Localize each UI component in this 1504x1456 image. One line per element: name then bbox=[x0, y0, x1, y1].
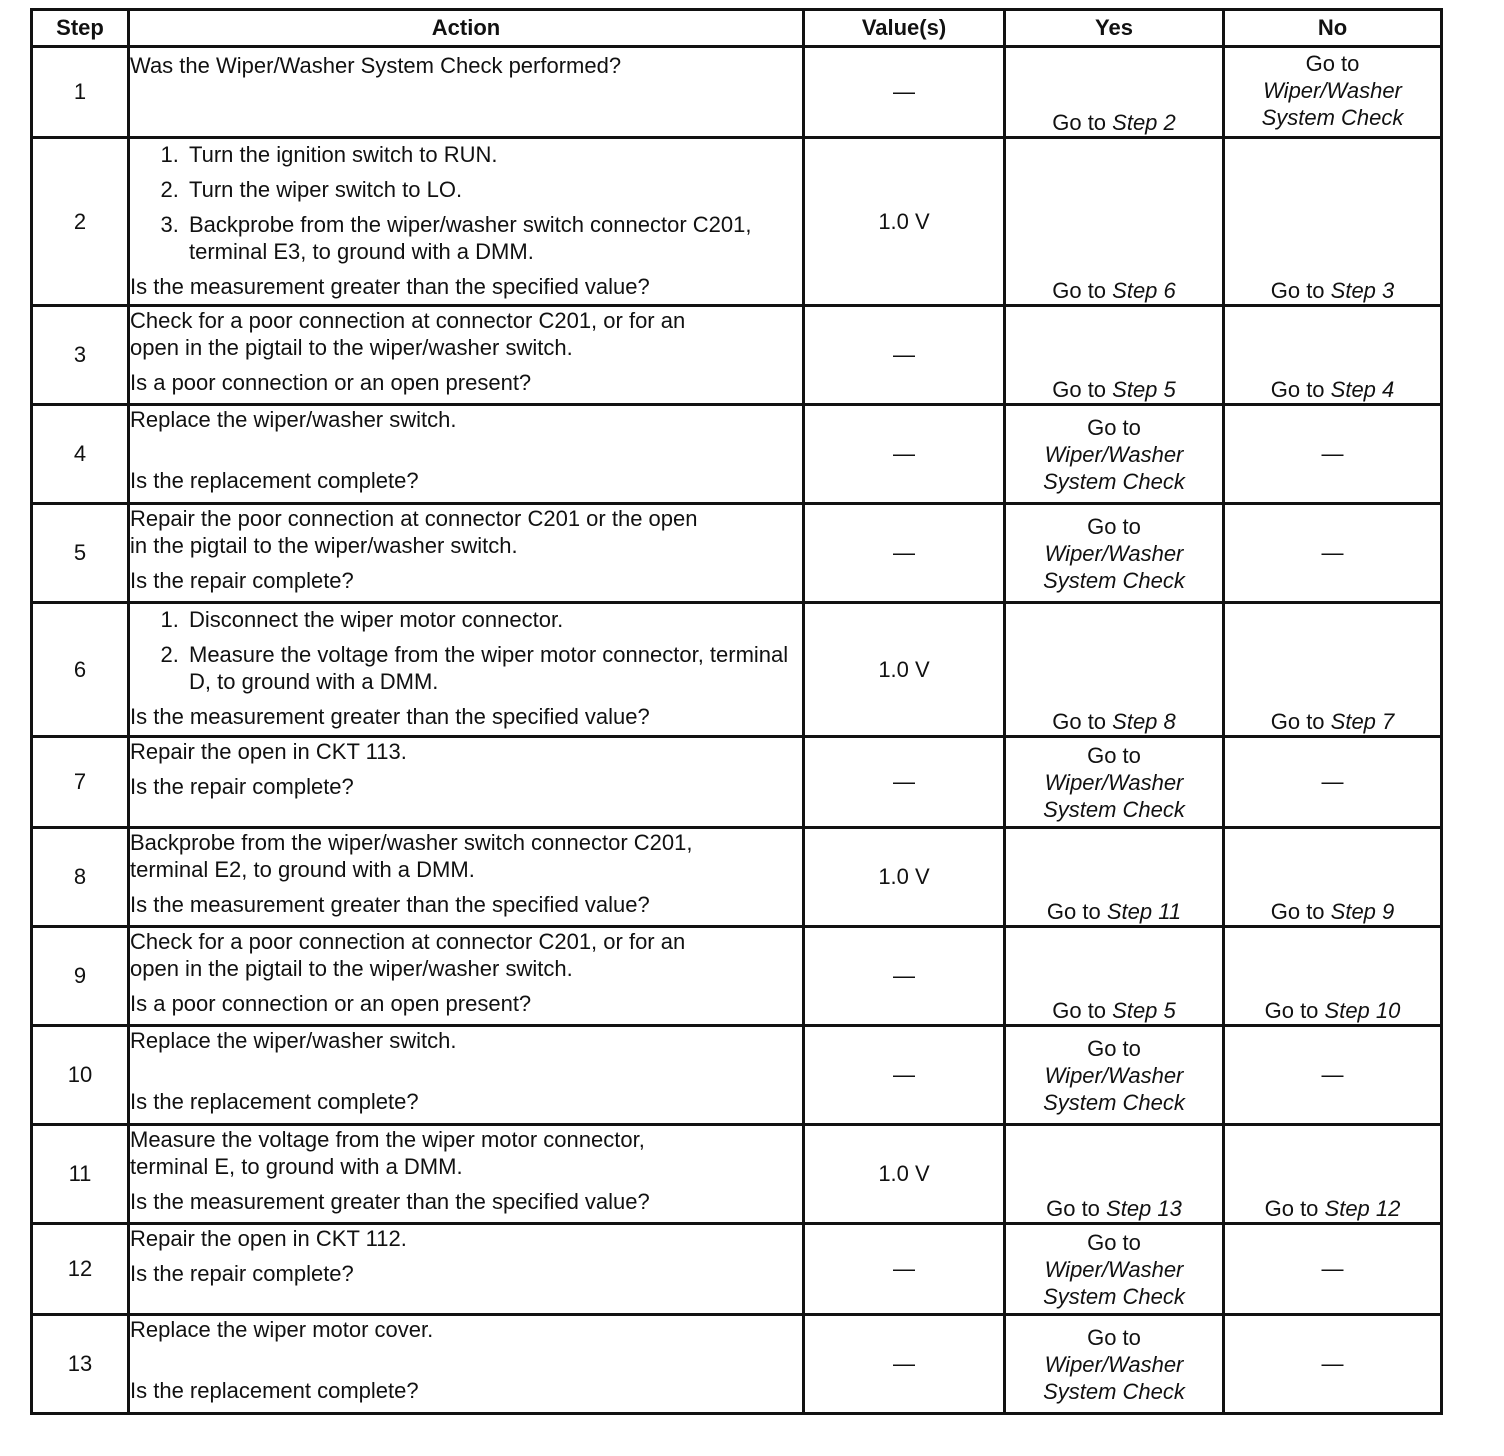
action-cell bbox=[129, 828, 804, 927]
action-list bbox=[130, 606, 802, 695]
header-yes: Yes bbox=[1005, 10, 1224, 47]
action-cell bbox=[129, 927, 804, 1026]
action-cell bbox=[129, 1315, 804, 1414]
action-text: Check for a poor connection at connector C201, or for an bbox=[130, 929, 686, 954]
action-text: in the pigtail to the wiper/washer switch. bbox=[130, 533, 518, 558]
action-question: Is the measurement greater than the specified value? bbox=[130, 1189, 650, 1214]
step-reference: Step 2 bbox=[1112, 110, 1176, 135]
table-row bbox=[32, 737, 1442, 828]
yes-cell: Go to Step 13 bbox=[1005, 1125, 1224, 1224]
procedure-reference: Wiper/Washer bbox=[1263, 78, 1402, 103]
step-number: 5 bbox=[32, 504, 129, 603]
value-cell: 1.0 V bbox=[804, 603, 1005, 737]
procedure-reference: Wiper/Washer bbox=[1044, 540, 1184, 566]
action-list-item: 2. Turn the wiper switch to LO. bbox=[185, 176, 802, 203]
action-cell bbox=[129, 405, 804, 504]
value-cell: — bbox=[804, 927, 1005, 1026]
step-reference: Step 10 bbox=[1324, 998, 1401, 1023]
action-question: Is the repair complete? bbox=[130, 774, 354, 799]
table-row bbox=[32, 603, 1442, 737]
step-number: 12 bbox=[32, 1224, 129, 1315]
no-cell: — bbox=[1224, 405, 1442, 504]
no-cell: — bbox=[1224, 1315, 1442, 1414]
action-cell bbox=[129, 737, 804, 828]
action-cell bbox=[129, 504, 804, 603]
procedure-reference: Wiper/Washer bbox=[1044, 1256, 1184, 1282]
yes-cell: Go to Wiper/Washer System Check bbox=[1005, 1026, 1224, 1125]
value-cell: 1.0 V bbox=[804, 138, 1005, 306]
step-reference: Step 8 bbox=[1112, 709, 1176, 734]
value-cell: — bbox=[804, 405, 1005, 504]
action-cell bbox=[129, 603, 804, 737]
action-text: Repair the poor connection at connector C201 or the open bbox=[130, 506, 698, 531]
action-text: Measure the voltage from the wiper motor connector, bbox=[130, 1127, 645, 1152]
procedure-reference: Wiper/Washer bbox=[1044, 441, 1184, 467]
yes-cell: Go to Wiper/Washer System Check bbox=[1005, 405, 1224, 504]
no-cell: — bbox=[1224, 1224, 1442, 1315]
table-row bbox=[32, 138, 1442, 306]
step-number: 2 bbox=[32, 138, 129, 306]
yes-cell: Go to Wiper/Washer System Check bbox=[1005, 1224, 1224, 1315]
step-reference: Step 3 bbox=[1330, 278, 1395, 303]
yes-cell: Go to Step 11 bbox=[1005, 828, 1224, 927]
diagnostic-table bbox=[30, 8, 1443, 1415]
step-number: 10 bbox=[32, 1026, 129, 1125]
value-cell: 1.0 V bbox=[804, 1125, 1005, 1224]
value-cell: — bbox=[804, 1224, 1005, 1315]
action-cell bbox=[129, 306, 804, 405]
header-action: Action bbox=[129, 10, 804, 47]
action-question: Is the repair complete? bbox=[130, 568, 354, 593]
no-cell: Go to Step 10 bbox=[1224, 927, 1442, 1026]
table-row bbox=[32, 306, 1442, 405]
value-cell: — bbox=[804, 47, 1005, 138]
action-text: Check for a poor connection at connector C201, or for an bbox=[130, 308, 686, 333]
step-number: 1 bbox=[32, 47, 129, 138]
action-question: Is the measurement greater than the specified value? bbox=[130, 892, 650, 917]
header-no: No bbox=[1224, 10, 1442, 47]
table-row bbox=[32, 1125, 1442, 1224]
action-text: Replace the wiper/washer switch. bbox=[130, 1028, 457, 1053]
yes-cell: Go to Step 2 bbox=[1005, 47, 1224, 138]
action-question: Is the measurement greater than the specified value? bbox=[130, 274, 650, 299]
action-question: Is the replacement complete? bbox=[130, 1378, 419, 1403]
action-question: Is the measurement greater than the specified value? bbox=[130, 704, 650, 729]
action-text: Backprobe from the wiper/washer switch connector C201, bbox=[130, 830, 693, 855]
action-question: Is the replacement complete? bbox=[130, 1089, 419, 1114]
action-cell bbox=[129, 1026, 804, 1125]
action-cell bbox=[129, 1125, 804, 1224]
no-cell: Go to Step 4 bbox=[1224, 306, 1442, 405]
procedure-reference: Wiper/Washer bbox=[1044, 1062, 1184, 1088]
step-number: 8 bbox=[32, 828, 129, 927]
table-row bbox=[32, 1315, 1442, 1414]
no-cell: — bbox=[1224, 737, 1442, 828]
no-cell: Go to Step 9 bbox=[1224, 828, 1442, 927]
action-text: Repair the open in CKT 112. bbox=[130, 1226, 407, 1251]
step-number: 6 bbox=[32, 603, 129, 737]
action-text: terminal E, to ground with a DMM. bbox=[130, 1154, 463, 1179]
yes-cell: Go to Step 6 bbox=[1005, 138, 1224, 306]
action-text: Replace the wiper/washer switch. bbox=[130, 407, 457, 432]
action-cell bbox=[129, 1224, 804, 1315]
yes-cell: Go to Step 5 bbox=[1005, 306, 1224, 405]
action-question: Is the replacement complete? bbox=[130, 468, 419, 493]
step-reference: Step 11 bbox=[1106, 899, 1182, 924]
action-text: open in the pigtail to the wiper/washer switch. bbox=[130, 335, 573, 360]
step-reference: Step 12 bbox=[1324, 1196, 1401, 1221]
value-cell: — bbox=[804, 1315, 1005, 1414]
action-list-item: 1. Disconnect the wiper motor connector. bbox=[185, 606, 802, 633]
step-number: 11 bbox=[32, 1125, 129, 1224]
no-cell: Go to Step 7 bbox=[1224, 603, 1442, 737]
header-step: Step bbox=[32, 10, 129, 47]
yes-cell: Go to Wiper/Washer System Check bbox=[1005, 1315, 1224, 1414]
step-number: 13 bbox=[32, 1315, 129, 1414]
table-row bbox=[32, 47, 1442, 138]
value-cell: — bbox=[804, 1026, 1005, 1125]
action-text: Repair the open in CKT 113. bbox=[130, 739, 407, 764]
action-question: Is the repair complete? bbox=[130, 1261, 354, 1286]
step-reference: Step 7 bbox=[1330, 709, 1395, 734]
action-text: open in the pigtail to the wiper/washer switch. bbox=[130, 956, 573, 981]
yes-cell: Go to Wiper/Washer System Check bbox=[1005, 504, 1224, 603]
no-cell: Go to Step 12 bbox=[1224, 1125, 1442, 1224]
step-reference: Step 5 bbox=[1112, 377, 1176, 402]
procedure-reference: Wiper/Washer bbox=[1044, 1351, 1184, 1377]
step-reference: Step 13 bbox=[1106, 1196, 1182, 1221]
action-question: Is a poor connection or an open present? bbox=[130, 991, 532, 1016]
action-text: Replace the wiper motor cover. bbox=[130, 1317, 434, 1342]
table-row bbox=[32, 405, 1442, 504]
value-cell: — bbox=[804, 737, 1005, 828]
no-cell: — bbox=[1224, 504, 1442, 603]
header-row bbox=[32, 10, 1442, 47]
no-cell: — bbox=[1224, 1026, 1442, 1125]
yes-cell: Go to Wiper/Washer System Check bbox=[1005, 737, 1224, 828]
no-cell: Go to Step 3 bbox=[1224, 138, 1442, 306]
no-cell: Go to Wiper/Washer System Check bbox=[1224, 47, 1442, 138]
procedure-reference: Wiper/Washer bbox=[1044, 769, 1184, 795]
action-text: Was the Wiper/Washer System Check performed? bbox=[130, 53, 622, 78]
step-number: 9 bbox=[32, 927, 129, 1026]
value-cell: — bbox=[804, 504, 1005, 603]
action-list-item: 1. Turn the ignition switch to RUN. bbox=[185, 141, 802, 168]
value-cell: — bbox=[804, 306, 1005, 405]
step-reference: Step 5 bbox=[1112, 998, 1176, 1023]
yes-cell: Go to Step 8 bbox=[1005, 603, 1224, 737]
diagnostic-table-container bbox=[30, 8, 1440, 1415]
step-number: 3 bbox=[32, 306, 129, 405]
action-list bbox=[130, 141, 802, 265]
table-row bbox=[32, 1026, 1442, 1125]
table-row bbox=[32, 1224, 1442, 1315]
action-cell bbox=[129, 47, 804, 138]
value-cell: 1.0 V bbox=[804, 828, 1005, 927]
step-reference: Step 4 bbox=[1330, 377, 1395, 402]
table-row bbox=[32, 927, 1442, 1026]
step-reference: Step 9 bbox=[1330, 899, 1395, 924]
table-row bbox=[32, 504, 1442, 603]
action-question: Is a poor connection or an open present? bbox=[130, 370, 532, 395]
step-number: 4 bbox=[32, 405, 129, 504]
action-text: terminal E2, to ground with a DMM. bbox=[130, 857, 475, 882]
action-list-item: 2. Measure the voltage from the wiper motor connector, terminal D, to ground with a DMM. bbox=[185, 641, 802, 695]
action-cell bbox=[129, 138, 804, 306]
action-list-item: 3. Backprobe from the wiper/washer switch connector C201, terminal E3, to ground with a DMM. bbox=[185, 211, 802, 265]
table-row bbox=[32, 828, 1442, 927]
step-reference: Step 6 bbox=[1112, 278, 1176, 303]
step-number: 7 bbox=[32, 737, 129, 828]
header-values: Value(s) bbox=[804, 10, 1005, 47]
yes-cell: Go to Step 5 bbox=[1005, 927, 1224, 1026]
